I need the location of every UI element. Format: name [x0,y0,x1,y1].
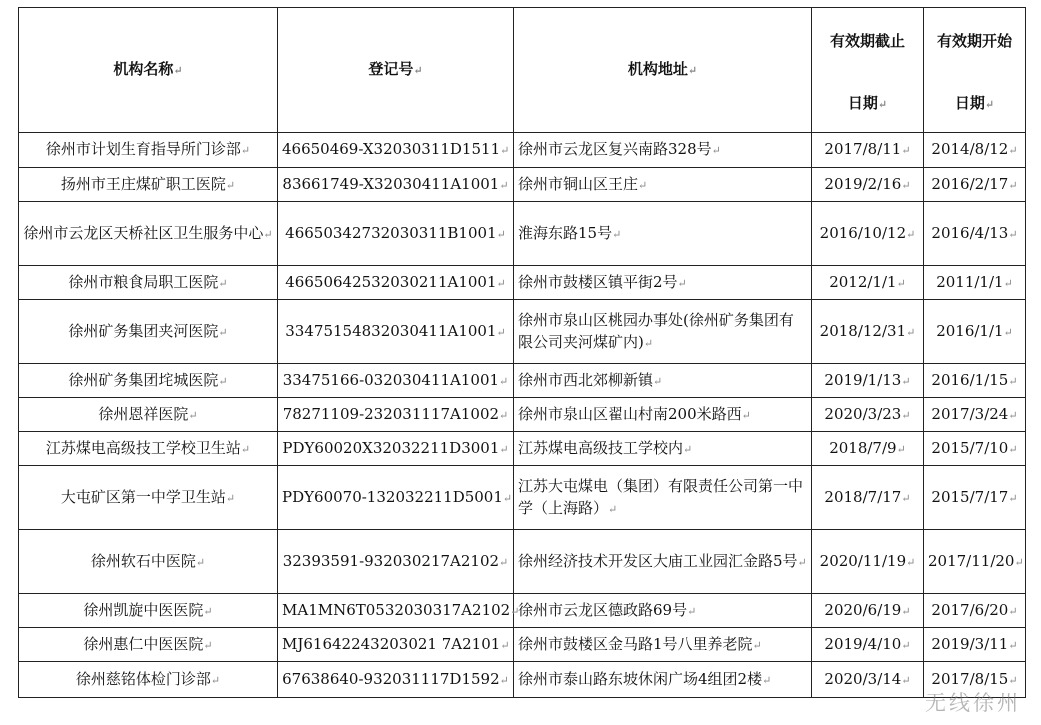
table-row [19,364,1026,398]
cell-reg-no: PDY60070-132032211D5001↵ [278,466,514,530]
cell-reg-no: 33475166-032030411A1001↵ [278,364,514,398]
cell-end-date: 2018/12/31↵ [812,300,924,364]
cell-reg-no: MJ61642243203021 7A2101↵ [278,628,514,662]
cell-address: 徐州市铜山区王庄↵ [514,168,812,202]
cell-end-date: 2018/7/17↵ [812,466,924,530]
cell-address: 徐州市泉山区翟山村南200米路西↵ [514,398,812,432]
cell-name: 徐州慈铭体检门诊部↵ [19,662,278,698]
cell-name: 徐州市粮食局职工医院↵ [19,266,278,300]
cell-address: 徐州市云龙区德政路69号↵ [514,594,812,628]
table-row [19,662,1026,698]
table-row [19,133,1026,168]
cell-start-date: 2016/2/17↵ [924,168,1026,202]
cell-address: 徐州市西北郊柳新镇↵ [514,364,812,398]
cell-name: 徐州恩祥医院↵ [19,398,278,432]
table-row [19,398,1026,432]
cell-address: 徐州经济技术开发区大庙工业园汇金路5号↵ [514,530,812,594]
header-start-date: 有效期开始 日期↵ [924,8,1026,133]
cell-address: 淮海东路15号↵ [514,202,812,266]
cell-start-date: 2017/11/20↵ [924,530,1026,594]
cell-end-date: 2017/8/11↵ [812,133,924,168]
cell-start-date: 2019/3/11↵ [924,628,1026,662]
cell-start-date: 2016/1/15↵ [924,364,1026,398]
cell-address: 徐州市鼓楼区金马路1号八里养老院↵ [514,628,812,662]
cell-address: 江苏大屯煤电（集团）有限责任公司第一中学（上海路）↵ [514,466,812,530]
cell-reg-no: 78271109-232031117A1002↵ [278,398,514,432]
cell-name: 徐州市云龙区天桥社区卫生服务中心↵ [19,202,278,266]
cell-address: 徐州市云龙区复兴南路328号↵ [514,133,812,168]
cell-start-date: 2015/7/10↵ [924,432,1026,466]
cell-address: 徐州市泉山区桃园办事处(徐州矿务集团有限公司夹河煤矿内)↵ [514,300,812,364]
cell-start-date: 2017/3/24↵ [924,398,1026,432]
cell-name: 大屯矿区第一中学卫生站↵ [19,466,278,530]
cell-start-date: 2011/1/1↵ [924,266,1026,300]
cell-end-date: 2012/1/1↵ [812,266,924,300]
cell-start-date: 2016/4/13↵ [924,202,1026,266]
cell-end-date: 2019/2/16↵ [812,168,924,202]
cell-reg-no: 46650642532030211A1001↵ [278,266,514,300]
table-row [19,266,1026,300]
cell-name: 徐州矿务集团夹河医院↵ [19,300,278,364]
header-address: 机构地址↵ [514,8,812,133]
header-name: 机构名称↵ [19,8,278,133]
header-reg-no: 登记号↵ [278,8,514,133]
cell-reg-no: 46650469-X32030311D1511↵ [278,133,514,168]
cell-reg-no: 67638640-932031117D1592↵ [278,662,514,698]
table-row [19,628,1026,662]
cell-end-date: 2020/3/23↵ [812,398,924,432]
cell-end-date: 2020/6/19↵ [812,594,924,628]
table-row [19,432,1026,466]
table-row [19,300,1026,364]
cell-start-date: 2015/7/17↵ [924,466,1026,530]
table-row [19,168,1026,202]
cell-reg-no: 32393591-932030217A2102↵ [278,530,514,594]
cell-end-date: 2020/3/14↵ [812,662,924,698]
header-row [19,8,1026,133]
watermark: 无线徐州 [925,691,1021,715]
table-row [19,530,1026,594]
cell-end-date: 2019/4/10↵ [812,628,924,662]
cell-reg-no: 33475154832030411A1001↵ [278,300,514,364]
cell-name: 徐州凯旋中医医院↵ [19,594,278,628]
cell-name: 江苏煤电高级技工学校卫生站↵ [19,432,278,466]
cell-name: 扬州市王庄煤矿职工医院↵ [19,168,278,202]
cell-start-date: 2017/6/20↵ [924,594,1026,628]
header-end-date: 有效期截止 日期↵ [812,8,924,133]
cell-address: 徐州市泰山路东坡休闲广场4组团2楼↵ [514,662,812,698]
table-row [19,594,1026,628]
cell-reg-no: MA1MN6T0532030317A2102↵ [278,594,514,628]
table-row [19,202,1026,266]
cell-reg-no: 83661749-X32030411A1001↵ [278,168,514,202]
cell-name: 徐州惠仁中医医院↵ [19,628,278,662]
cell-name: 徐州软石中医院↵ [19,530,278,594]
cell-start-date: 2017/8/15↵ [924,662,1026,698]
cell-address: 江苏煤电高级技工学校内↵ [514,432,812,466]
cell-end-date: 2020/11/19↵ [812,530,924,594]
cell-start-date: 2014/8/12↵ [924,133,1026,168]
table-row [19,466,1026,530]
cell-name: 徐州矿务集团垞城医院↵ [19,364,278,398]
cell-end-date: 2018/7/9↵ [812,432,924,466]
institution-table [18,7,1026,698]
cell-end-date: 2016/10/12↵ [812,202,924,266]
cell-address: 徐州市鼓楼区镇平街2号↵ [514,266,812,300]
cell-reg-no: 46650342732030311B1001↵ [278,202,514,266]
cell-end-date: 2019/1/13↵ [812,364,924,398]
cell-start-date: 2016/1/1↵ [924,300,1026,364]
cell-reg-no: PDY60020X32032211D3001↵ [278,432,514,466]
cell-name: 徐州市计划生育指导所门诊部↵ [19,133,278,168]
